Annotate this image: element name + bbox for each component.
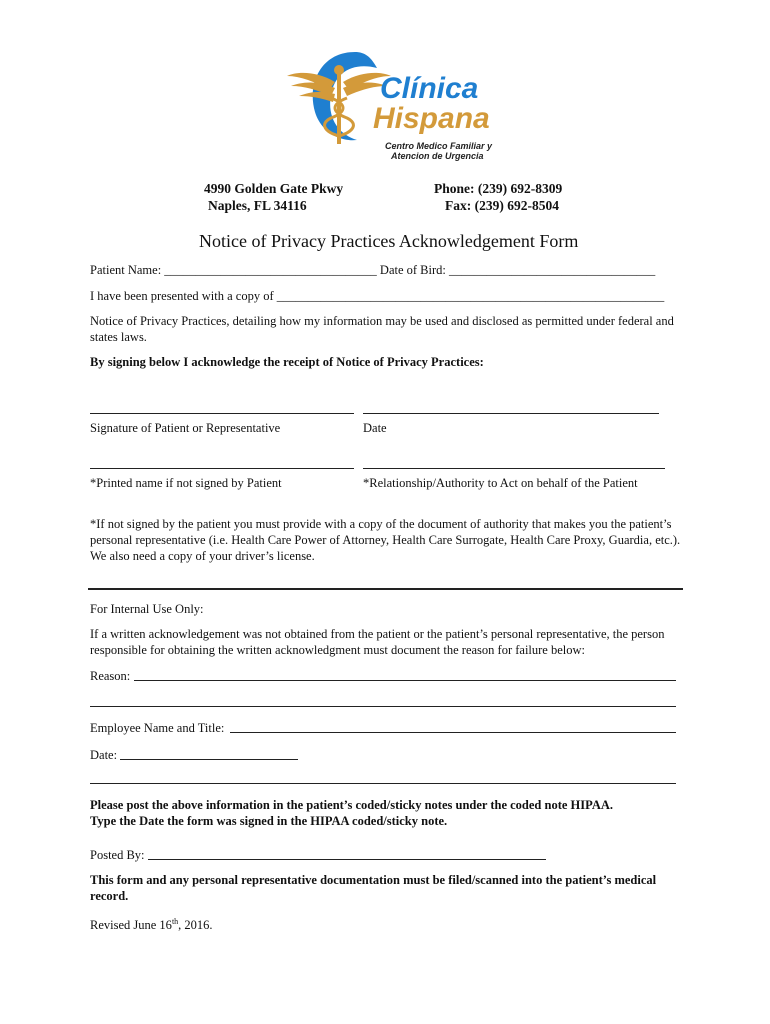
date-label: Date xyxy=(363,421,387,435)
section-divider xyxy=(88,588,683,590)
printed-name-line[interactable] xyxy=(90,468,354,469)
post-instructions-line2: Type the Date the form was signed in the HIPAA coded/sticky note. xyxy=(90,814,448,828)
post-instructions-line1: Please post the above information in the patient’s coded/sticky notes under the coded note HIPAA. xyxy=(90,798,614,812)
revision-date-ordinal: th xyxy=(171,917,179,926)
internal-date-field-line[interactable] xyxy=(120,759,298,760)
posted-by-field-line[interactable] xyxy=(148,859,546,860)
phone-number: Phone: (239) 692-8309 xyxy=(434,181,563,196)
brand-tagline-line2: Atencion de Urgencia xyxy=(391,151,484,161)
reason-field-line[interactable] xyxy=(134,680,676,681)
signing-statement: By signing below I acknowledge the receipt of Notice of Privacy Practices: xyxy=(90,355,484,369)
patient-name-date-line: Patient Name: __________________________________ Date of Bird: _________________________________ xyxy=(90,263,656,277)
presented-copy-line: I have been presented with a copy of ______________________________________________________________ xyxy=(90,289,665,303)
internal-date-label: Date: xyxy=(90,748,118,762)
internal-instructions: If a written acknowledgement was not obtained from the patient or the patient’s personal representative, the person responsible for obtaining the written acknowledgment must document the reason for failure below: xyxy=(90,627,665,657)
authority-note: *If not signed by the patient you must provide with a copy of the document of authority that makes you the patient’s personal representative (i.e. Health Care Power of Attorney, Health Care Surrogate, Health Care Proxy, Guardia, etc.). We also need a copy of your driver’s license. xyxy=(90,517,681,563)
fax-number: Fax: (239) 692-8504 xyxy=(445,198,559,213)
revision-date xyxy=(90,914,213,933)
employee-label: Employee Name and Title: xyxy=(90,721,225,735)
signature-label: Signature of Patient or Representative xyxy=(90,421,281,435)
notice-text: Notice of Privacy Practices, detailing how my information may be used and disclosed as permitted under federal and states laws. xyxy=(90,314,674,344)
employee-field-line[interactable] xyxy=(230,732,676,733)
revision-date-suffix: , 2016. xyxy=(178,918,213,933)
posted-by-label: Posted By: xyxy=(90,848,145,862)
brand-tagline-line1: Centro Medico Familiar y xyxy=(385,141,493,151)
brand-name-line2: Hispana xyxy=(373,102,490,135)
relationship-line[interactable] xyxy=(363,468,665,469)
filing-note: This form and any personal representative documentation must be filed/scanned into the patient’s medical record. xyxy=(90,873,657,903)
printed-name-label: *Printed name if not signed by Patient xyxy=(90,476,282,490)
internal-use-heading: For Internal Use Only: xyxy=(90,602,204,616)
date-line[interactable] xyxy=(363,413,659,414)
internal-extra-line[interactable] xyxy=(90,783,676,784)
reason-continuation-line[interactable] xyxy=(90,706,676,707)
form-title: Notice of Privacy Practices Acknowledgement Form xyxy=(199,231,579,251)
revision-date-prefix: Revised June 16 xyxy=(90,918,172,933)
reason-label: Reason: xyxy=(90,669,131,683)
brand-name-line1: Clínica xyxy=(380,72,479,105)
signature-line[interactable] xyxy=(90,413,354,414)
relationship-label: *Relationship/Authority to Act on behalf of the Patient xyxy=(363,476,638,490)
address-line1: 4990 Golden Gate Pkwy xyxy=(204,181,344,196)
clinic-logo xyxy=(285,40,495,165)
address-line2: Naples, FL 34116 xyxy=(208,198,307,213)
